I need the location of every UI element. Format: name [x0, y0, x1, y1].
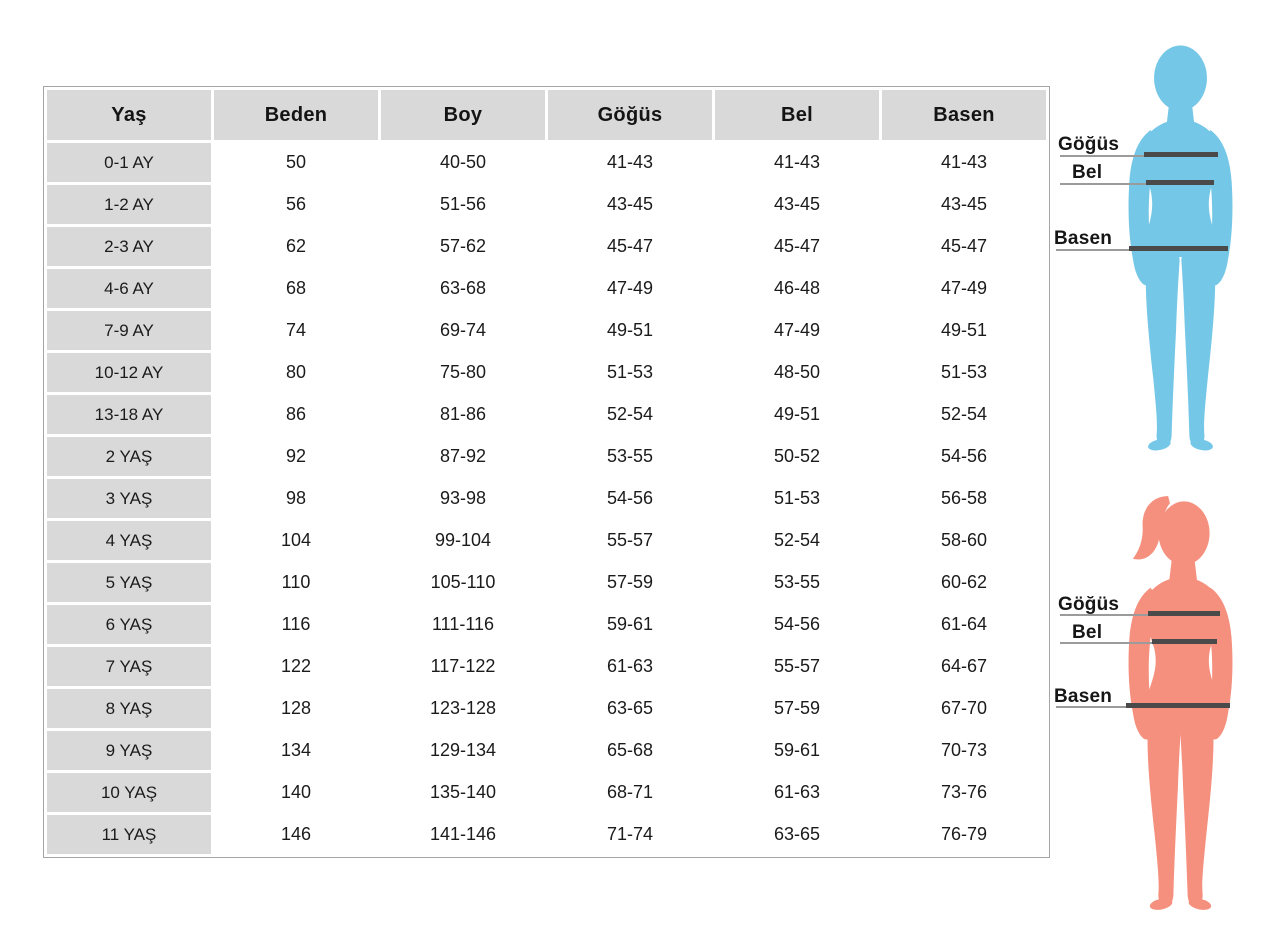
- boy-torso: [1144, 120, 1218, 257]
- value-cell-beden: 140: [214, 773, 378, 812]
- age-cell: 0-1 AY: [47, 143, 211, 182]
- value-cell-beden: 116: [214, 605, 378, 644]
- girl-waist-label: Bel: [1072, 622, 1103, 643]
- value-cell-boy: 135-140: [381, 773, 545, 812]
- value-cell-boy: 129-134: [381, 731, 545, 770]
- value-cell-beden: 92: [214, 437, 378, 476]
- boy-waist-measure-bar: [1146, 180, 1214, 185]
- value-cell-bel: 57-59: [715, 689, 879, 728]
- value-cell-beden: 104: [214, 521, 378, 560]
- col-header-boy: Boy: [381, 90, 545, 140]
- size-table: [44, 87, 1049, 857]
- value-cell-basen: 67-70: [882, 689, 1046, 728]
- boy-hip-measure-bar: [1129, 246, 1228, 251]
- value-cell-basen: 45-47: [882, 227, 1046, 266]
- value-cell-gogus: 71-74: [548, 815, 712, 854]
- value-cell-boy: 141-146: [381, 815, 545, 854]
- girl-right-leg: [1180, 713, 1214, 905]
- value-cell-bel: 59-61: [715, 731, 879, 770]
- value-cell-boy: 123-128: [381, 689, 545, 728]
- age-cell: 3 YAŞ: [47, 479, 211, 518]
- col-header-yas: Yaş: [47, 90, 211, 140]
- value-cell-bel: 51-53: [715, 479, 879, 518]
- value-cell-boy: 40-50: [381, 143, 545, 182]
- girl-waist-measure-bar: [1152, 639, 1217, 644]
- value-cell-bel: 47-49: [715, 311, 879, 350]
- value-cell-boy: 51-56: [381, 185, 545, 224]
- value-cell-boy: 63-68: [381, 269, 545, 308]
- age-cell: 9 YAŞ: [47, 731, 211, 770]
- table-row: [47, 311, 1046, 350]
- value-cell-gogus: 52-54: [548, 395, 712, 434]
- value-cell-gogus: 47-49: [548, 269, 712, 308]
- value-cell-gogus: 49-51: [548, 311, 712, 350]
- value-cell-beden: 128: [214, 689, 378, 728]
- boy-chest-label: Göğüs: [1058, 134, 1120, 155]
- value-cell-boy: 81-86: [381, 395, 545, 434]
- value-cell-boy: 87-92: [381, 437, 545, 476]
- header-row: [47, 90, 1046, 140]
- col-header-beden: Beden: [214, 90, 378, 140]
- value-cell-basen: 56-58: [882, 479, 1046, 518]
- value-cell-beden: 134: [214, 731, 378, 770]
- table-row: [47, 647, 1046, 686]
- value-cell-basen: 41-43: [882, 143, 1046, 182]
- value-cell-gogus: 59-61: [548, 605, 712, 644]
- age-cell: 2 YAŞ: [47, 437, 211, 476]
- age-cell: 7 YAŞ: [47, 647, 211, 686]
- value-cell-bel: 52-54: [715, 521, 879, 560]
- value-cell-boy: 117-122: [381, 647, 545, 686]
- value-cell-basen: 73-76: [882, 773, 1046, 812]
- value-cell-boy: 105-110: [381, 563, 545, 602]
- value-cell-basen: 61-64: [882, 605, 1046, 644]
- value-cell-basen: 54-56: [882, 437, 1046, 476]
- table-row: [47, 563, 1046, 602]
- age-cell: 7-9 AY: [47, 311, 211, 350]
- value-cell-bel: 61-63: [715, 773, 879, 812]
- value-cell-basen: 60-62: [882, 563, 1046, 602]
- value-cell-bel: 45-47: [715, 227, 879, 266]
- age-cell: 4-6 AY: [47, 269, 211, 308]
- value-cell-gogus: 55-57: [548, 521, 712, 560]
- boy-hip-label: Basen: [1054, 228, 1113, 249]
- value-cell-beden: 110: [214, 563, 378, 602]
- value-cell-basen: 76-79: [882, 815, 1046, 854]
- boy-waist-label: Bel: [1072, 162, 1103, 183]
- value-cell-beden: 50: [214, 143, 378, 182]
- age-cell: 13-18 AY: [47, 395, 211, 434]
- table-row: [47, 353, 1046, 392]
- table-row: [47, 437, 1046, 476]
- value-cell-boy: 57-62: [381, 227, 545, 266]
- girl-torso: [1146, 577, 1219, 716]
- col-header-basen: Basen: [882, 90, 1046, 140]
- table-row: [47, 269, 1046, 308]
- value-cell-gogus: 65-68: [548, 731, 712, 770]
- boy-head: [1154, 46, 1207, 111]
- value-cell-basen: 58-60: [882, 521, 1046, 560]
- col-header-bel: Bel: [715, 90, 879, 140]
- value-cell-beden: 122: [214, 647, 378, 686]
- value-cell-gogus: 43-45: [548, 185, 712, 224]
- col-header-gogus: Göğüs: [548, 90, 712, 140]
- value-cell-bel: 43-45: [715, 185, 879, 224]
- value-cell-basen: 49-51: [882, 311, 1046, 350]
- value-cell-beden: 62: [214, 227, 378, 266]
- age-cell: 11 YAŞ: [47, 815, 211, 854]
- value-cell-basen: 64-67: [882, 647, 1046, 686]
- value-cell-beden: 86: [214, 395, 378, 434]
- value-cell-gogus: 68-71: [548, 773, 712, 812]
- girl-hip-label: Basen: [1054, 686, 1113, 707]
- value-cell-basen: 51-53: [882, 353, 1046, 392]
- value-cell-boy: 75-80: [381, 353, 545, 392]
- girl-left-leg: [1148, 713, 1182, 905]
- value-cell-bel: 54-56: [715, 605, 879, 644]
- value-cell-boy: 93-98: [381, 479, 545, 518]
- value-cell-boy: 111-116: [381, 605, 545, 644]
- value-cell-beden: 74: [214, 311, 378, 350]
- age-cell: 10 YAŞ: [47, 773, 211, 812]
- value-cell-gogus: 54-56: [548, 479, 712, 518]
- value-cell-gogus: 61-63: [548, 647, 712, 686]
- value-cell-bel: 55-57: [715, 647, 879, 686]
- table-row: [47, 773, 1046, 812]
- value-cell-beden: 146: [214, 815, 378, 854]
- value-cell-bel: 41-43: [715, 143, 879, 182]
- value-cell-bel: 53-55: [715, 563, 879, 602]
- table-row: [47, 521, 1046, 560]
- size-table-body: [47, 143, 1046, 854]
- table-row: [47, 143, 1046, 182]
- age-cell: 4 YAŞ: [47, 521, 211, 560]
- value-cell-beden: 98: [214, 479, 378, 518]
- value-cell-beden: 68: [214, 269, 378, 308]
- value-cell-basen: 70-73: [882, 731, 1046, 770]
- value-cell-bel: 63-65: [715, 815, 879, 854]
- girl-hip-measure-bar: [1126, 703, 1230, 708]
- value-cell-gogus: 51-53: [548, 353, 712, 392]
- age-cell: 6 YAŞ: [47, 605, 211, 644]
- girl-head: [1158, 501, 1209, 564]
- value-cell-boy: 69-74: [381, 311, 545, 350]
- table-row: [47, 395, 1046, 434]
- boy-right-leg: [1181, 252, 1215, 446]
- value-cell-beden: 56: [214, 185, 378, 224]
- value-cell-gogus: 45-47: [548, 227, 712, 266]
- value-cell-beden: 80: [214, 353, 378, 392]
- value-cell-bel: 50-52: [715, 437, 879, 476]
- table-row: [47, 815, 1046, 854]
- girl-chest-label: Göğüs: [1058, 594, 1120, 615]
- value-cell-gogus: 57-59: [548, 563, 712, 602]
- table-row: [47, 227, 1046, 266]
- value-cell-gogus: 53-55: [548, 437, 712, 476]
- value-cell-gogus: 63-65: [548, 689, 712, 728]
- age-cell: 8 YAŞ: [47, 689, 211, 728]
- table-row: [47, 185, 1046, 224]
- age-cell: 2-3 AY: [47, 227, 211, 266]
- size-table-header: [47, 90, 1046, 140]
- table-row: [47, 731, 1046, 770]
- value-cell-boy: 99-104: [381, 521, 545, 560]
- size-table-container: [43, 86, 1050, 858]
- value-cell-gogus: 41-43: [548, 143, 712, 182]
- value-cell-basen: 52-54: [882, 395, 1046, 434]
- boy-left-leg: [1146, 252, 1180, 446]
- age-cell: 5 YAŞ: [47, 563, 211, 602]
- value-cell-bel: 48-50: [715, 353, 879, 392]
- value-cell-bel: 46-48: [715, 269, 879, 308]
- table-row: [47, 479, 1046, 518]
- boy-chest-measure-bar: [1144, 152, 1218, 157]
- table-row: [47, 605, 1046, 644]
- value-cell-bel: 49-51: [715, 395, 879, 434]
- age-cell: 10-12 AY: [47, 353, 211, 392]
- girl-chest-measure-bar: [1148, 611, 1220, 616]
- value-cell-basen: 47-49: [882, 269, 1046, 308]
- table-row: [47, 689, 1046, 728]
- value-cell-basen: 43-45: [882, 185, 1046, 224]
- age-cell: 1-2 AY: [47, 185, 211, 224]
